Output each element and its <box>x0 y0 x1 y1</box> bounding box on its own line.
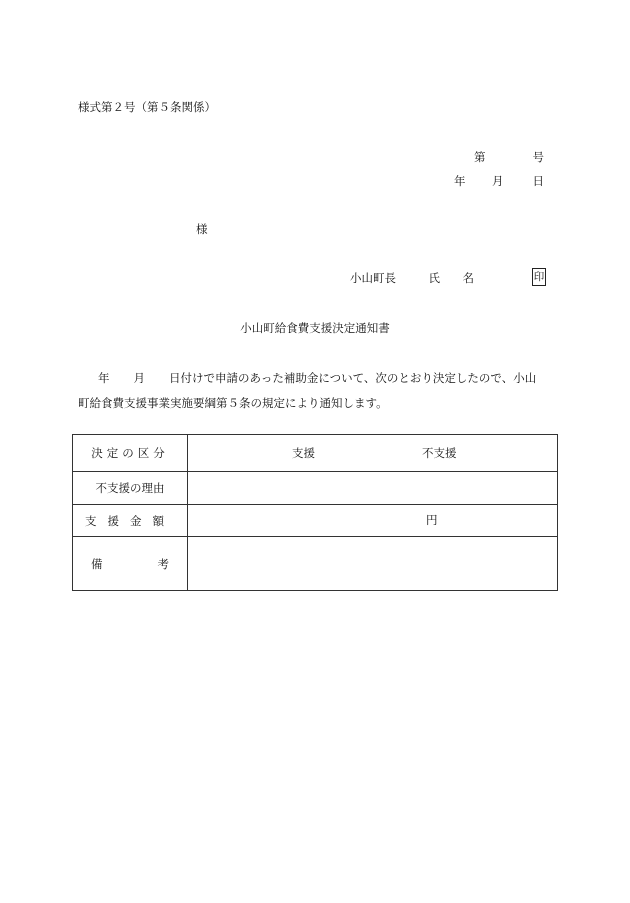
decision-category-label: 決定の区分 <box>73 435 188 472</box>
no-support-reason-label: 不支援の理由 <box>73 472 188 505</box>
option-support: 支援 <box>292 446 315 460</box>
body-line-2: 町給食費支援事業実施要綱第５条の規定により通知します。 <box>78 396 388 410</box>
date-month: 月 <box>492 174 504 188</box>
support-amount-label: 支援金額 <box>73 505 188 537</box>
remarks-value <box>188 537 558 591</box>
table-row <box>73 537 558 591</box>
doc-number-suffix: 号 <box>532 150 544 164</box>
decision-category-value <box>188 435 558 472</box>
sender-name-label-1: 氏 <box>428 271 440 285</box>
notice-body <box>78 366 548 416</box>
sender-block <box>350 270 546 288</box>
body-line-1: 年 月 日付けで申請のあった補助金について、次のとおり決定したので、小山 <box>98 371 537 385</box>
date-day: 日 <box>532 174 544 188</box>
currency-unit: 円 <box>426 513 438 527</box>
issue-date <box>454 173 544 189</box>
form-number: 様式第２号（第５条関係） <box>78 100 216 114</box>
document-title: 小山町給食費支援決定通知書 <box>240 321 390 335</box>
decision-table <box>72 434 558 591</box>
no-support-reason-value <box>188 472 558 505</box>
table-row <box>73 472 558 505</box>
table-row <box>73 435 558 472</box>
addressee: 様 <box>196 222 208 236</box>
sender-name-label-2: 名 <box>462 271 474 285</box>
date-year: 年 <box>454 174 466 188</box>
doc-number-prefix: 第 <box>474 150 486 164</box>
sender-title: 小山町長 <box>350 271 396 285</box>
support-amount-value <box>188 505 558 537</box>
option-no-support: 不支援 <box>422 446 457 460</box>
seal-mark: 印 <box>532 268 546 286</box>
table-row <box>73 505 558 537</box>
remarks-label: 備 考 <box>73 537 188 591</box>
